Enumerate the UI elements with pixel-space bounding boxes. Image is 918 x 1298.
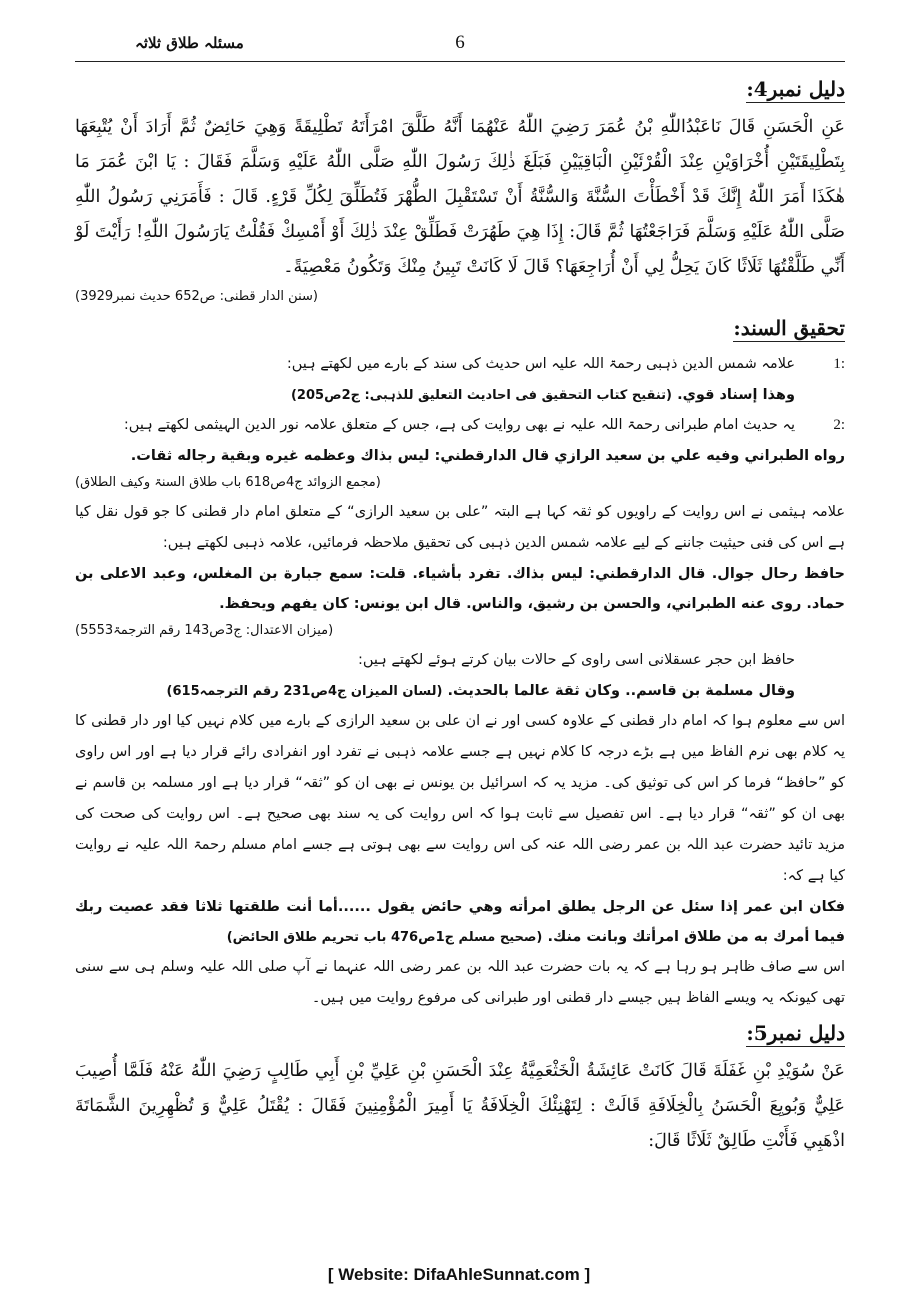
tahqeeq-heading-text: تحقیق السند: xyxy=(733,316,845,340)
daleel-5-hadith: عَنْ سُوَيْدِ بْنِ غَفَلَةَ قَالَ كَانَتْ عَائِشَةُ الْخَثْعَمِيَّةُ عِنْدَ الْحَسَنِ بْنِ عَلِيِّ بْنِ أَبِي طَالِبٍ رَضِيَ اللّٰهُ عَنْهُ فَلَمَّا أُصِيبَ عَلِيٌّ وَبُويِعَ الْحَسَنُ بِالْخِلَافَةِ قَالَتْ : لِتَهْنِئْكَ الْخِلَافَةُ يَا أَمِيرَ الْمُؤْمِنِينَ فَقَالَ : يُقْتَلُ عَلِيٌّ وَ تُظْهِرِينَ الشَّمَاتَةَ اذْهَبِي فَأَنْتِ طَالِقٌ ثَلَاثًا قَالَ: xyxy=(75,1061,845,1151)
mizan-reference: (میزان الاعتدال: ج3ص143 رقم الترجمۃ5553) xyxy=(75,623,334,638)
paragraph-2: اس سے معلوم ہوا کہ امام دار قطنی کے علاوہ کسی اور نے ان علی بن سعید الرازی کے بارے میں کلام نہیں کیا اور دار قطنی کا یہ کلام بھی نرم الفاظ میں ہے بڑے درجہ کا کلام نہیں ہے جسے علامہ ذہبی نے تفرد اور انفرادی رائے قرار دیا ہے اور اس راوی کو ”حافظ“ فرما کر اس کی توثیق کی۔ مزید یہ کہ اسرائیل بن یونس نے بھی ان کو ”ثقہ“ قرار دیا ہے اور مسلمہ بن قاسم نے بھی ان کو ”ثقہ“ قرار دیا ہے۔ اس تفصیل سے ثابت ہوا کہ اس روایت کی یہ سند بھی صحیح ہے۔ اس روایت کی صحت کی مزید تائید حضرت عبد اللہ بن عمر رضی اللہ عنہ کی اس روایت سے بھی ہوتی ہے جسے امام مسلم رحمۃ اللہ علیہ نے روایت کیا ہے کہ: xyxy=(75,713,845,884)
muslim-quote-text: فكان ابن عمر إذا سئل عن الرجل يطلق امرأته وهي حائض يقول ......أما أنت طلقتها ثلاثا فقد عصيت ربك فيما أمرك به من طلاق امرأتك وبانت منك. xyxy=(75,899,845,945)
daleel-4-reference: (سنن الدار قطنی: ص652 حدیث نمبر3929) xyxy=(75,289,318,304)
muslim-quote xyxy=(75,892,845,952)
item-number: :2 xyxy=(833,417,845,433)
item-1-arabic xyxy=(75,380,845,410)
lisan-reference: (لسان المیزان ج4ص231 رقم الترجمہ615) xyxy=(166,684,443,699)
header-rule xyxy=(75,61,845,62)
tahqeeq-heading xyxy=(75,313,845,343)
paragraph-3: اس سے صاف ظاہر ہو رہا ہے کہ یہ بات حضرت عبد اللہ بن عمر رضی اللہ عنہما نے آپ صلی اللہ علیہ وسلم ہی سے سنی تھی کیونکہ یہ ویسے الفاظ ہیں جیسے دار قطنی اور طبرانی کی مرفوع روایت میں ہیں۔ xyxy=(75,959,845,1006)
item-2-arabic-quote: رواه الطبراني وفيه علي بن سعيد الرازي قال الدارقطني: ليس بذاك وعظمه غيره وبقية رجاله ثقات. xyxy=(130,448,845,464)
page-body xyxy=(75,70,845,1159)
tahqeeq-item-2 xyxy=(75,410,845,441)
ibn-hajar-quote-text: وقال مسلمة بن قاسم.. وكان ثقة عالما بالحديث. xyxy=(447,683,795,699)
website-footer: [ Website: DifaAhleSunnat.com ] xyxy=(327,1265,591,1284)
daleel-5-heading-text: دلیل نمبر5: xyxy=(746,1021,845,1045)
tahqeeq-item-1 xyxy=(75,349,845,380)
daleel-4-hadith: عَنِ الْحَسَنِ قَالَ نَاعَبْدُاللّٰهِ بْنُ عُمَرَ رَضِيَ اللّٰهُ عَنْهُمَا أَنَّهُ طَلَّقَ امْرَأَتَهُ تَطْلِيقَةً وَهِيَ حَائِضٌ ثُمَّ أَرَادَ أَنْ يُتْبِعَهَا بِتَطْلِيقَتَيْنِ أُخْرَاوَيْنِ عِنْدَ الْقُرْئَيْنِ الْبَاقِيَيْنِ فَبَلَغَ ذٰلِكَ رَسُولَ اللّٰهِ صَلَّى اللّٰهُ عَلَيْهِ وَسَلَّمَ فَقَالَ : يَا ابْنَ عُمَرَ مَا هٰكَذَا أَمَرَ اللّٰهُ إِنَّكَ قَدْ أَخْطَأْتَ السُّنَّةَ وَالسُّنَّةُ أَنْ تَسْتَقْبِلَ الطُّهْرَ فَتُطَلِّقَ لِكُلِّ قَرْءٍ. قَالَ : فَأَمَرَنِي رَسُولُ اللّٰهِ صَلَّى اللّٰهُ عَلَيْهِ وَسَلَّمَ فَرَاجَعْتُهَا ثُمَّ قَالَ: إِذَا هِيَ طَهُرَتْ فَطَلِّقْ عِنْدَ ذٰلِكَ أَوْ أَمْسِكْ فَقُلْتُ يَارَسُولَ اللّٰهِ! رَأَيْتَ لَوْ أَنِّي طَلَّقْتُهَا ثَلَاثًا كَانَ يَحِلُّ لِي أَنْ أُرَاجِعَهَا؟ قَالَ لَا كَانَتْ تَبِينُ مِنْكَ وَتَكُونُ مَعْصِيَةً۔ xyxy=(75,117,845,277)
ibn-hajar-quote xyxy=(75,676,845,706)
item-text: علامہ شمس الدین ذہبی رحمۃ اللہ علیہ اس حدیث کی سند کے بارے میں لکھتے ہیں: xyxy=(286,356,795,372)
item-1-reference: (تنقیح کتاب التحقیق فی احادیث التعلیق للذہبی: ج2ص205) xyxy=(290,388,672,403)
item-text: یہ حدیث امام طبرانی رحمۃ اللہ علیہ نے بھی روایت کی ہے، جس کے متعلق علامہ نور الدین الہیثمی لکھتے ہیں: xyxy=(123,417,795,433)
page-number: 6 xyxy=(455,32,465,53)
item-1-arabic-quote: وهذا إسناد قوي. xyxy=(677,387,795,403)
running-title: مسئلہ طلاق ثلاثہ xyxy=(135,34,244,52)
muslim-reference: (صحیح مسلم ج1ص476 باب تحریم طلاق الحائض) xyxy=(226,930,543,945)
ibn-hajar-intro: حافظ ابن حجر عسقلانی اسی راوی کے حالات بیان کرتے ہوئے لکھتے ہیں: xyxy=(357,652,795,668)
daleel-4-heading xyxy=(75,74,845,104)
item-2-reference: (مجمع الزوائد ج4ص618 باب طلاق السنۃ وکیف الطلاق) xyxy=(75,475,381,490)
page-header xyxy=(75,30,845,60)
dhahabi-quote: حافظ رحال جوال. قال الدارقطني: ليس بذاك. تفرد بأشياء. قلت: سمع جبارة بن المغلس، وعبد الاعلى بن حماد. روى عنه الطبراني، والحسن بن رشيق، والناس. قال ابن يونس: كان يفهم ويحفظ. xyxy=(75,566,845,612)
daleel-5-heading xyxy=(75,1018,845,1048)
paragraph-1: علامہ ہیثمی نے اس روایت کے راویوں کو ثقہ کہا ہے البتہ ”علی بن سعید الرازی“ کے متعلق امام دار قطنی کا جو قول نقل کیا ہے اس کی فنی حیثیت جاننے کے لیے علامہ شمس الدین ذہبی کی تحقیق ملاحظہ فرمائیں، علامہ ذہبی لکھتے ہیں: xyxy=(75,504,845,551)
item-number: :1 xyxy=(833,356,845,372)
daleel-4-heading-text: دلیل نمبر4: xyxy=(746,77,845,101)
